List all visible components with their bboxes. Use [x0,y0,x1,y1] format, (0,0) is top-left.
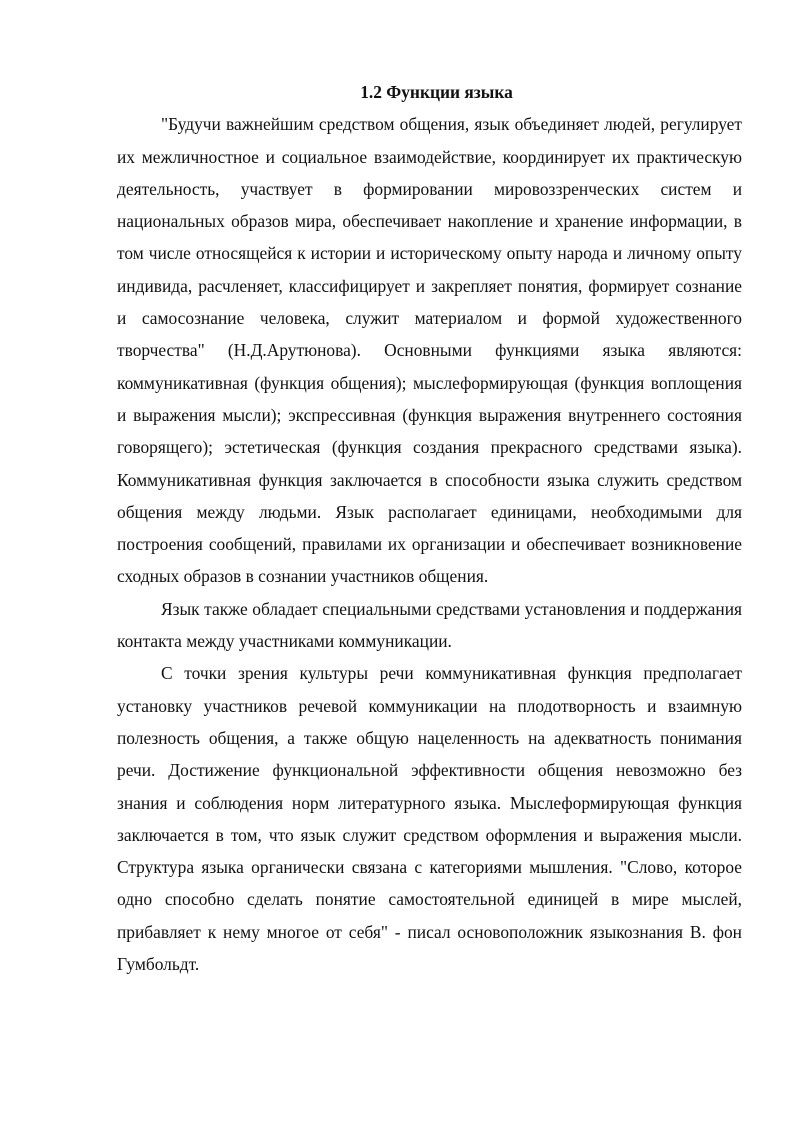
section-heading: 1.2 Функции языка [360,82,513,102]
paragraph-functions-overview: "Будучи важнейшим средством общения, язык объединяет людей, регулирует их межличностное и социальное взаимодействие, координирует их практическую деятельность, участвует в формировании мировоззренческих систем и национальных образов мира, обеспечивает накопление и хранение информации, в том числе относящейся к истории и историческому опыту народа и личному опыту индивида, расчленяет, классифицирует и закрепляет понятия, формирует сознание и самосознание человека, служит материалом и формой художественного творчества" (Н.Д.Арутюнова). Основными функциями языка являются: коммуникативная (функция общения); мыслеформирующая (функция воплощения и выражения мысли); экспрессивная (функция выражения внутреннего состояния говорящего); эстетическая (функция создания прекрасного средствами языка). Коммуникативная функция заключается в способности языка служить средством общения между людьми. Язык располагает единицами, необходимыми для построения сообщений, правилами их организации и обеспечивает возникновение сходных образов в сознании участников общения. [117,114,742,587]
paragraph-speech-culture: С точки зрения культуры речи коммуникативная функция предполагает установку участников речевой коммуникации на плодотворность и взаимную полезность общения, а также общую нацеленность на адекватность понимания речи. Достижение функциональной эффективности общения невозможно без знания и соблюдения норм литературного языка. Мыслеформирующая функция заключается в том, что язык служит средством оформления и выражения мысли. Структура языка органически связана с категориями мышления. "Слово, которое одно способно сделать понятие самостоятельной единицей в мире мыслей, прибавляет к нему многое от себя" - писал основоположник языкознания В. фон Гумбольдт. [117,663,742,975]
paragraph-contact-means: Язык также обладает специальными средствами установления и поддержания контакта между участниками коммуникации. [117,598,742,652]
document-body [117,76,742,980]
